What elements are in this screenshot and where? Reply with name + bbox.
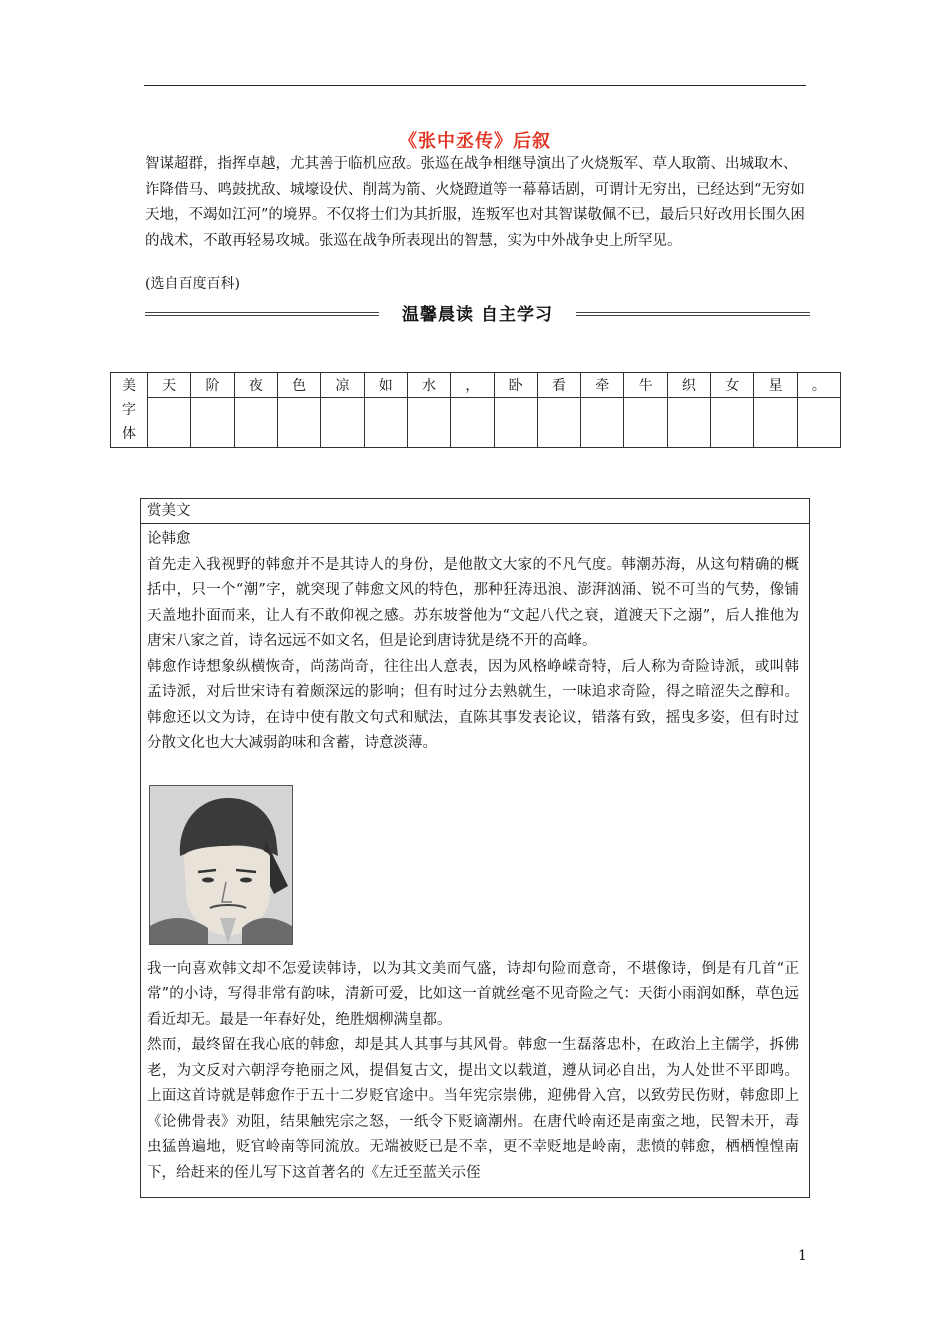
page-number: 1 xyxy=(798,1248,807,1264)
practice-cell[interactable] xyxy=(537,398,580,448)
char-cell: 凉 xyxy=(321,373,364,398)
section-divider xyxy=(145,300,810,326)
source-note: (选自百度百科) xyxy=(145,276,240,292)
head-char: 体 xyxy=(122,426,136,442)
intro-text: 智谋超群，指挥卓越，尤其善于临机应敌。张巡在战争相继导演出了火烧叛军、草人取箭、出城取木、诈降借马、鸣鼓扰敌、城壕设伏、削蒿为箭、火烧蹬道等一幕幕话剧，可谓计无穷出，已经达到“无穷如天地，不竭如江河”的境界。不仅将士们为其折服，连叛军也对其智谋敬佩不已，最后只好改用长围久困的战术，不敢再轻易攻城。张巡在战争所表现出的智慧，实为中外战争史上所罕见。 xyxy=(145,156,805,249)
char-cell: 水 xyxy=(407,373,450,398)
head-char: 字 xyxy=(122,402,136,418)
intro-paragraph xyxy=(145,152,810,254)
char-cell: ， xyxy=(451,373,494,398)
char-cell: 女 xyxy=(711,373,754,398)
header-rule xyxy=(144,85,806,86)
essay-box-header: 赏美文 xyxy=(141,499,809,524)
essay-box xyxy=(140,498,810,1198)
divider-line-right xyxy=(576,312,810,316)
essay-paragraph: 我一向喜欢韩文却不怎爱读韩诗，以为其文美而气盛，诗却句险而意奇，不堪像诗，倒是有几首“正常”的小诗，写得非常有韵味，清新可爱，比如这一首就丝毫不见奇险之气：天街小雨润如酥，草色远看近却无。最是一年春好处，绝胜烟柳满皇都。 xyxy=(147,960,799,1028)
char-cell: 如 xyxy=(364,373,407,398)
char-cell: 色 xyxy=(277,373,320,398)
char-cell: 阶 xyxy=(191,373,234,398)
practice-cell[interactable] xyxy=(407,398,450,448)
practice-cell[interactable] xyxy=(364,398,407,448)
head-char: 美 xyxy=(122,378,136,394)
essay-title: 论韩愈 xyxy=(147,531,191,547)
char-cell: 看 xyxy=(537,373,580,398)
char-cell: 夜 xyxy=(234,373,277,398)
practice-cell[interactable] xyxy=(451,398,494,448)
essay-body xyxy=(141,524,799,1186)
divider-line-left xyxy=(145,312,379,316)
practice-cell[interactable] xyxy=(797,398,840,448)
practice-cell[interactable] xyxy=(754,398,797,448)
essay-paragraph: 首先走入我视野的韩愈并不是其诗人的身份，是他散文大家的不凡气度。韩潮苏海，从这句精确的概括中，只一个“潮”字，就突现了韩愈文风的特色，那种狂涛迅浪、澎湃汹涌、锐不可当的气势，像铺天盖地扑面而来，让人有不敢仰视之感。苏东坡誉他为“文起八代之衰，道渡天下之溺”，后人推他为唐宋八家之首，诗名远远不如文名，但是论到唐诗犹是绕不开的高峰。 xyxy=(147,556,799,649)
practice-cell[interactable] xyxy=(711,398,754,448)
practice-cell[interactable] xyxy=(667,398,710,448)
char-cell: 天 xyxy=(148,373,191,398)
section-title: 温馨晨读 自主学习 xyxy=(402,305,553,325)
practice-cell[interactable] xyxy=(191,398,234,448)
practice-cell[interactable] xyxy=(581,398,624,448)
char-cell: 织 xyxy=(667,373,710,398)
practice-cell[interactable] xyxy=(321,398,364,448)
practice-cell[interactable] xyxy=(148,398,191,448)
char-cell: 。 xyxy=(797,373,840,398)
char-cell: 牵 xyxy=(581,373,624,398)
table-head-cell xyxy=(111,373,148,448)
essay-paragraph: 然而，最终留在我心底的韩愈，却是其人其事与其风骨。韩愈一生磊落忠朴，在政治上主儒学，拆佛老，为文反对六朝浮夸艳丽之风，提倡复古文，提出文以载道，遵从词必自出，为人处世不平即鸣。上面这首诗就是韩愈作于五十二岁贬官途中。当年宪宗崇佛，迎佛骨入宫，以致劳民伤财，韩愈即上《论佛骨表》劝阻，结果触宪宗之怒，一纸令下贬谪潮州。在唐代岭南还是南蛮之地，民智未开，毒虫猛兽遍地，贬官岭南等同流放。无端被贬已是不幸，更不幸贬地是岭南，悲愤的韩愈，栖栖惶惶南下，给赶来的侄儿写下这首著名的《左迁至蓝关示侄 xyxy=(147,1037,799,1181)
practice-cell[interactable] xyxy=(277,398,320,448)
calligraphy-practice-table xyxy=(110,372,841,448)
char-cell: 卧 xyxy=(494,373,537,398)
practice-cell[interactable] xyxy=(494,398,537,448)
portrait-drawing xyxy=(150,786,292,944)
han-yu-portrait xyxy=(149,785,293,945)
essay-paragraph: 韩愈作诗想象纵横恢奇，尚荡尚奇，往往出人意表，因为风格峥嵘奇特，后人称为奇险诗派，或叫韩孟诗派，对后世宋诗有着颇深远的影响；但有时过分去熟就生，一味追求奇险，得之暗涩失之醇和。韩愈还以文为诗，在诗中使有散文句式和赋法，直陈其事发表论议，错落有致，摇曳多姿，但有时过分散文化也大大减弱韵味和含蓄，诗意淡薄。 xyxy=(147,658,799,751)
practice-cell[interactable] xyxy=(234,398,277,448)
practice-cell[interactable] xyxy=(624,398,667,448)
char-cell: 牛 xyxy=(624,373,667,398)
page-title: 《张中丞传》后叙 xyxy=(399,131,551,152)
char-cell: 星 xyxy=(754,373,797,398)
